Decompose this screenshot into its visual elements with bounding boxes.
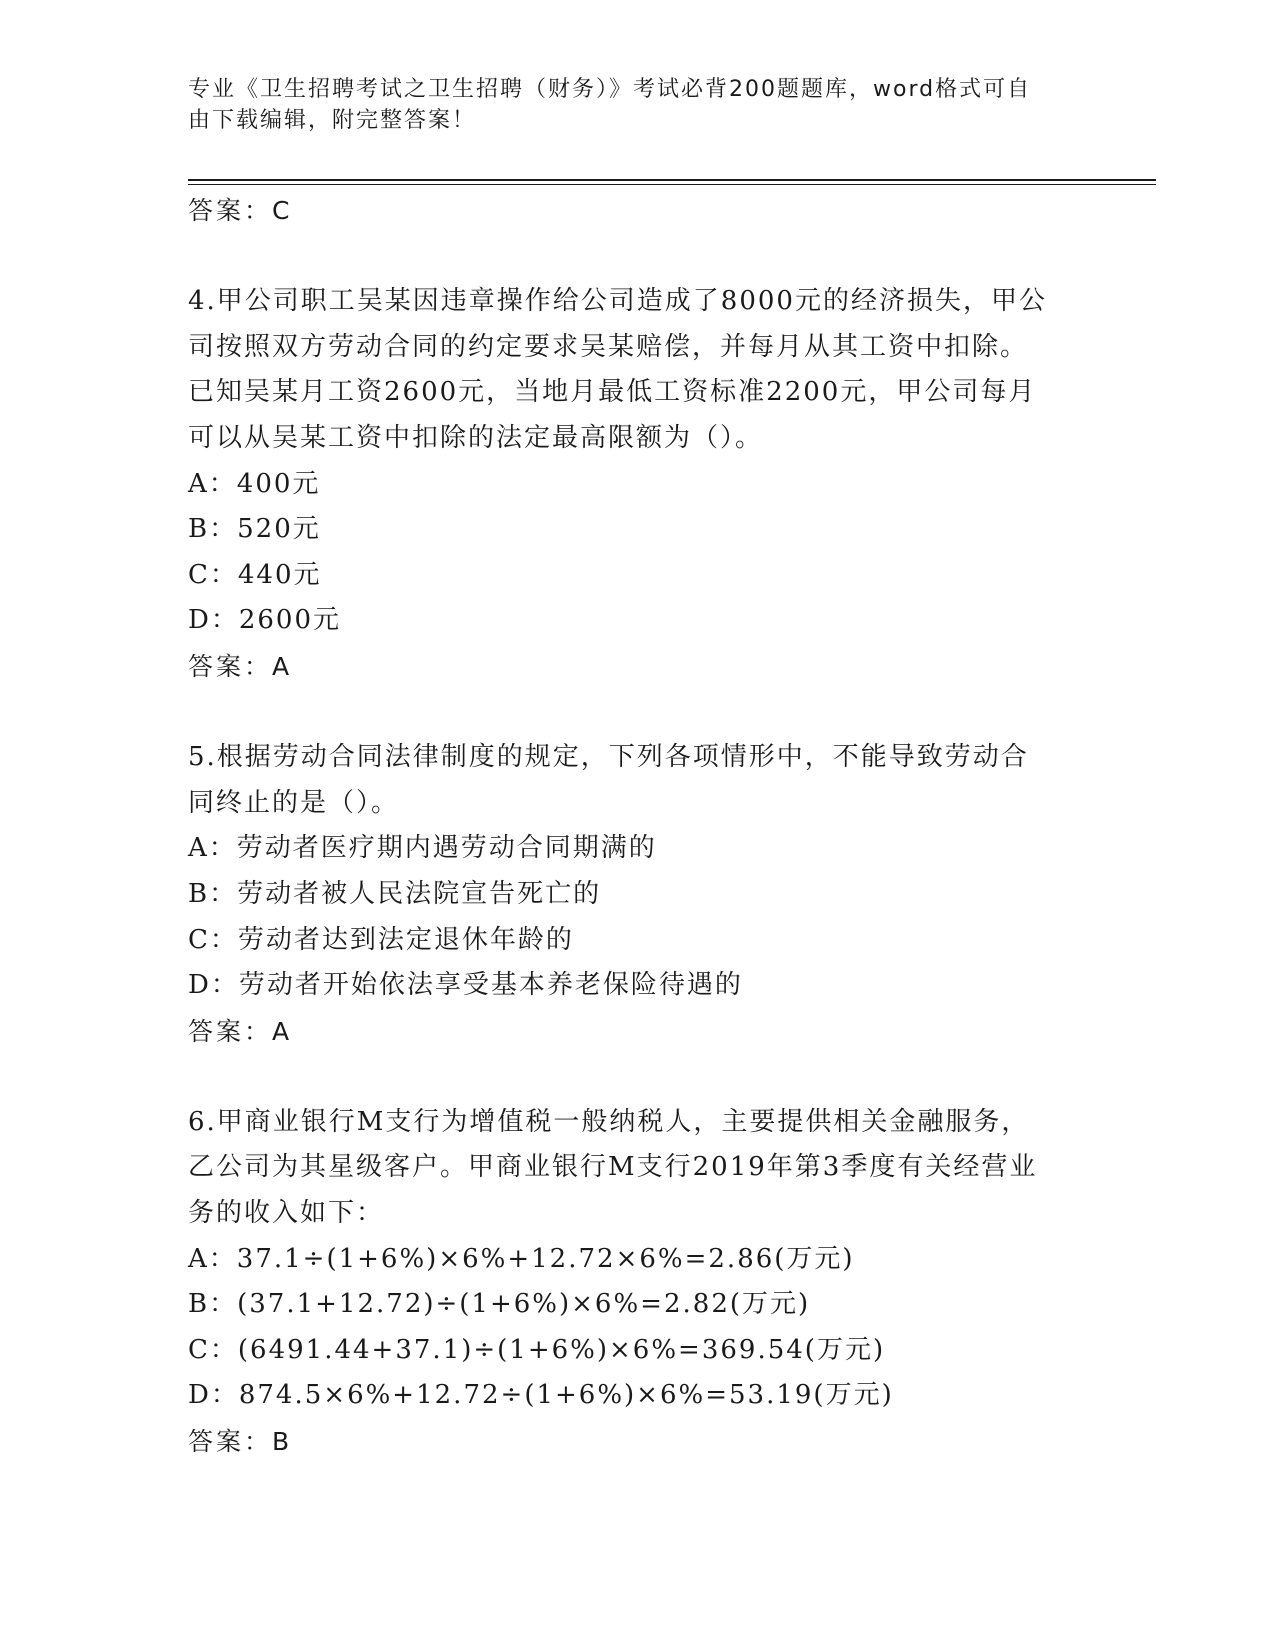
question-block-5 — [188, 735, 1088, 1054]
question-list — [188, 188, 1088, 1465]
header-line-1: 专业《卫生招聘考试之卫生招聘（财务）》考试必背200题题库，word格式可自 — [188, 77, 1032, 102]
question-text-line: 务的收入如下： — [188, 1198, 385, 1229]
option-a: A：劳动者医疗期内遇劳动合同期满的 — [188, 833, 657, 864]
question-text-line: 司按照双方劳动合同的约定要求吴某赔偿，并每月从其工资中扣除。 — [188, 331, 1029, 362]
question-text-line: 4.甲公司职工吴某因违章操作给公司造成了8000元的经济损失，甲公 — [188, 286, 1047, 317]
header-line-2: 由下载编辑，附完整答案！ — [188, 108, 477, 133]
option-b: B：(37.1+12.72)÷(1+6%)×6%=2.82(万元) — [188, 1289, 811, 1320]
option-c: C：440元 — [188, 559, 322, 590]
header-rule-thick — [188, 179, 1156, 181]
option-c: C：(6491.44+37.1)÷(1+6%)×6%=369.54(万元) — [188, 1334, 886, 1365]
page-header — [188, 74, 1088, 136]
option-a: A：400元 — [188, 468, 321, 499]
option-a: A：37.1÷(1+6%)×6%+12.72×6%=2.86(万元) — [188, 1243, 855, 1274]
answer-line: 答案：A — [188, 651, 293, 681]
spacer — [188, 234, 1088, 280]
question-text-line: 6.甲商业银行M支行为增值税一般纳税人，主要提供相关金融服务， — [188, 1106, 1030, 1137]
question-text-line: 已知吴某月工资2600元，当地月最低工资标准2200元，甲公司每月 — [188, 377, 1037, 408]
option-d: D：2600元 — [188, 605, 342, 636]
question-text-line: 同终止的是（）。 — [188, 787, 400, 818]
previous-answer: 答案：C — [188, 196, 293, 225]
answer-line: 答案：A — [188, 1016, 293, 1046]
answer-line: 答案：B — [188, 1427, 293, 1457]
question-text-line: 可以从吴某工资中扣除的法定最高限额为（）。 — [188, 422, 764, 453]
option-d: D：874.5×6%+12.72÷(1+6%)×6%=53.19(万元) — [188, 1380, 894, 1411]
question-block-6 — [188, 1100, 1088, 1465]
option-d: D：劳动者开始依法享受基本养老保险待遇的 — [188, 970, 743, 1001]
option-c: C：劳动者达到法定退休年龄的 — [188, 924, 574, 955]
option-b: B：520元 — [188, 514, 321, 545]
question-text-line: 5.根据劳动合同法律制度的规定，下列各项情形中，不能导致劳动合 — [188, 742, 1029, 773]
question-text-line: 乙公司为其星级客户。甲商业银行M支行2019年第3季度有关经营业 — [188, 1152, 1038, 1183]
option-b: B：劳动者被人民法院宣告死亡的 — [188, 878, 602, 909]
spacer — [188, 1054, 1088, 1100]
question-block-4 — [188, 279, 1088, 689]
spacer — [188, 690, 1088, 736]
header-rule-thin — [188, 184, 1156, 185]
